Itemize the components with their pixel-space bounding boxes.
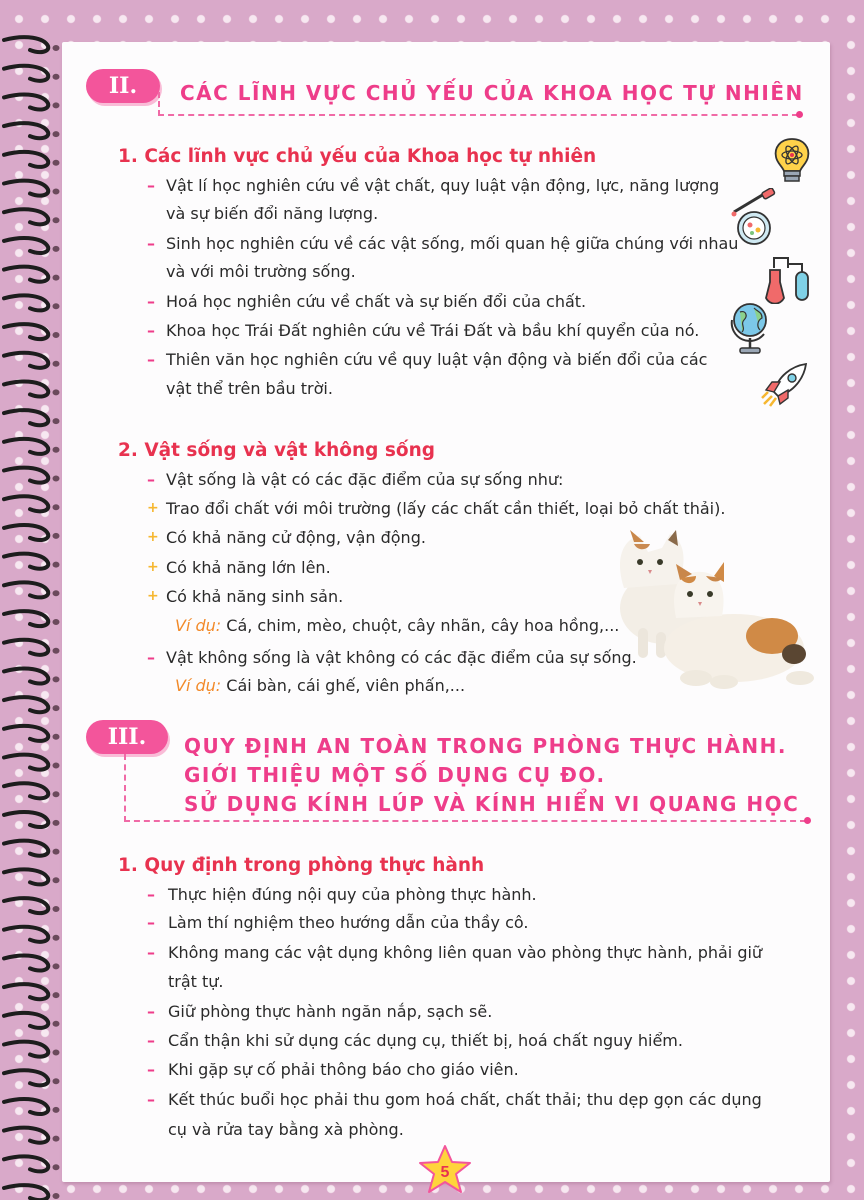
list-item: Kết thúc buổi học phải thu gom hoá chất, chất thải; thu dẹp gọn các dụng — [168, 1090, 762, 1109]
spiral-ring — [4, 869, 48, 884]
list-item: Giữ phòng thực hành ngăn nắp, sạch sẽ. — [168, 1002, 493, 1021]
rocket-icon — [758, 362, 810, 408]
binding-hole — [53, 906, 60, 912]
spiral-ring — [4, 439, 48, 454]
binding-hole — [53, 648, 60, 654]
bullet-dash: – — [147, 470, 155, 489]
binding-hole — [53, 849, 60, 855]
section-2-divider-h — [158, 114, 798, 116]
spiral-ring — [4, 37, 48, 52]
section-3-divider-h — [124, 820, 806, 822]
list-item: Cẩn thận khi sử dụng các dụng cụ, thiết bị, hoá chất nguy hiểm. — [168, 1031, 683, 1050]
spiral-ring — [4, 181, 48, 196]
binding-hole — [53, 504, 60, 510]
example-text: Cái bàn, cái ghế, viên phấn,... — [226, 676, 466, 695]
binding-hole — [53, 160, 60, 166]
section-3-title-line-2: GIỚI THIỆU MỘT SỐ DỤNG CỤ ĐO. — [184, 763, 606, 787]
spiral-ring — [4, 1070, 48, 1085]
binding-hole — [53, 791, 60, 797]
list-item-cont: trật tự. — [168, 972, 224, 991]
spiral-ring — [4, 984, 48, 999]
spiral-binding — [0, 0, 60, 1200]
binding-hole — [53, 217, 60, 223]
section-3-badge: III. — [86, 720, 168, 754]
bullet-dash: – — [147, 885, 155, 904]
binding-hole — [53, 131, 60, 137]
binding-hole — [53, 1136, 60, 1142]
spiral-ring — [4, 1128, 48, 1143]
binding-hole — [53, 74, 60, 80]
example-line — [175, 676, 465, 695]
bullet-plus: + — [147, 559, 159, 575]
list-item: Không mang các vật dụng không liên quan vào phòng thực hành, phải giữ — [168, 943, 763, 962]
cats-photo — [604, 528, 820, 708]
bullet-dash: – — [147, 350, 155, 369]
list-item-cont: và sự biến đổi năng lượng. — [166, 204, 379, 223]
bullet-dash: – — [147, 1002, 155, 1021]
binding-hole — [53, 102, 60, 108]
binding-hole — [53, 1164, 60, 1170]
binding-hole — [53, 619, 60, 625]
list-item: Vật sống là vật có các đặc điểm của sự sống như: — [166, 470, 564, 489]
spiral-ring — [4, 1099, 48, 1114]
list-item-cont: vật thể trên bầu trời. — [166, 379, 333, 398]
pipette-petri-dish-icon — [724, 188, 780, 248]
spiral-ring — [4, 697, 48, 712]
bullet-dash: – — [147, 1090, 155, 1109]
list-item: Có khả năng cử động, vận động. — [166, 528, 426, 547]
spiral-ring — [4, 669, 48, 684]
subheading-living-things: 2. Vật sống và vật không sống — [118, 440, 435, 461]
binding-hole — [53, 676, 60, 682]
binding-hole — [53, 418, 60, 424]
spiral-ring — [4, 382, 48, 397]
binding-hole — [53, 562, 60, 568]
example-line — [175, 616, 619, 635]
binding-hole — [53, 1078, 60, 1084]
section-2-divider-v — [158, 92, 160, 116]
binding-hole — [53, 705, 60, 711]
list-item-cont: cụ và rửa tay bằng xà phòng. — [168, 1120, 404, 1139]
spiral-ring — [4, 209, 48, 224]
section-3-title-line-3: SỬ DỤNG KÍNH LÚP VÀ KÍNH HIỂN VI QUANG HỌC — [184, 792, 800, 816]
binding-hole — [53, 1107, 60, 1113]
binding-hole — [53, 189, 60, 195]
divider-end-dot — [796, 111, 803, 118]
list-item: Thực hiện đúng nội quy của phòng thực hành. — [168, 885, 537, 904]
spiral-ring — [4, 1185, 48, 1200]
spiral-ring — [4, 783, 48, 798]
bullet-dash: – — [147, 913, 155, 932]
list-item: Khoa học Trái Đất nghiên cứu về Trái Đất và bầu khí quyển của nó. — [166, 321, 700, 340]
spiral-ring — [4, 726, 48, 741]
globe-icon — [728, 300, 772, 356]
binding-hole — [53, 246, 60, 252]
spiral-ring — [4, 152, 48, 167]
list-item: Sinh học nghiên cứu về các vật sống, mối quan hệ giữa chúng với nhau — [166, 234, 739, 253]
list-item: Vật lí học nghiên cứu về vật chất, quy luật vận động, lực, năng lượng — [166, 176, 720, 195]
binding-hole — [53, 447, 60, 453]
bullet-dash: – — [147, 943, 155, 962]
list-item: Khi gặp sự cố phải thông báo cho giáo viên. — [168, 1060, 519, 1079]
bullet-dash: – — [147, 648, 155, 667]
binding-hole — [53, 820, 60, 826]
spiral-ring — [4, 554, 48, 569]
binding-hole — [53, 1050, 60, 1056]
lightbulb-atom-icon — [770, 136, 814, 186]
bullet-dash: – — [147, 234, 155, 253]
binding-hole — [53, 992, 60, 998]
binding-hole — [53, 877, 60, 883]
spiral-ring — [4, 238, 48, 253]
example-text: Cá, chim, mèo, chuột, cây nhãn, cây hoa hồng,... — [226, 616, 620, 635]
spiral-ring — [4, 927, 48, 942]
section-2-badge: II. — [86, 69, 160, 103]
list-item: Làm thí nghiệm theo hướng dẫn của thầy cô. — [168, 913, 529, 932]
list-item: Có khả năng sinh sản. — [166, 587, 344, 606]
spiral-ring — [4, 640, 48, 655]
binding-hole — [53, 590, 60, 596]
spiral-ring — [4, 956, 48, 971]
spiral-ring — [4, 295, 48, 310]
spiral-ring — [4, 468, 48, 483]
binding-hole — [53, 533, 60, 539]
spiral-ring — [4, 611, 48, 626]
binding-hole — [53, 275, 60, 281]
spiral-ring — [4, 1156, 48, 1171]
binding-hole — [53, 1193, 60, 1199]
spiral-ring — [4, 755, 48, 770]
binding-hole — [53, 45, 60, 51]
spiral-ring — [4, 324, 48, 339]
bullet-plus: + — [147, 529, 159, 545]
subheading-fields: 1. Các lĩnh vực chủ yếu của Khoa học tự nhiên — [118, 146, 597, 167]
section-2-title: CÁC LĨNH VỰC CHỦ YẾU CỦA KHOA HỌC TỰ NHIÊN — [180, 81, 804, 105]
list-item: Trao đổi chất với môi trường (lấy các chất cần thiết, loại bỏ chất thải). — [166, 499, 726, 518]
binding-hole — [53, 935, 60, 941]
spiral-ring — [4, 898, 48, 913]
list-item-cont: và với môi trường sống. — [166, 262, 356, 281]
list-item: Hoá học nghiên cứu về chất và sự biến đổi của chất. — [166, 292, 587, 311]
binding-hole — [53, 476, 60, 482]
spiral-ring — [4, 410, 48, 425]
list-item: Có khả năng lớn lên. — [166, 558, 331, 577]
binding-hole — [53, 1021, 60, 1027]
spiral-ring — [4, 95, 48, 110]
binding-hole — [53, 734, 60, 740]
page-number-star — [418, 1144, 472, 1196]
binding-hole — [53, 361, 60, 367]
example-label: Ví dụ: — [175, 616, 222, 635]
bullet-dash: – — [147, 176, 155, 195]
spiral-ring — [4, 267, 48, 282]
list-item: Thiên văn học nghiên cứu về quy luật vận động và biến đổi của các — [166, 350, 708, 369]
bullet-dash: – — [147, 1031, 155, 1050]
spiral-ring — [4, 841, 48, 856]
spiral-ring — [4, 66, 48, 81]
binding-hole — [53, 389, 60, 395]
page-number: 5 — [440, 1164, 450, 1181]
test-tubes-icon — [760, 254, 816, 304]
example-label: Ví dụ: — [175, 676, 222, 695]
bullet-dash: – — [147, 1060, 155, 1079]
spiral-ring — [4, 812, 48, 827]
spiral-ring — [4, 496, 48, 511]
spiral-ring — [4, 123, 48, 138]
binding-hole — [53, 332, 60, 338]
spiral-ring — [4, 1042, 48, 1057]
binding-hole — [53, 303, 60, 309]
spiral-ring — [4, 525, 48, 540]
spiral-ring — [4, 353, 48, 368]
list-item: Vật không sống là vật không có các đặc điểm của sự sống. — [166, 648, 637, 667]
spiral-ring — [4, 582, 48, 597]
section-3-title-line-1: QUY ĐỊNH AN TOÀN TRONG PHÒNG THỰC HÀNH. — [184, 734, 787, 758]
binding-hole — [53, 963, 60, 969]
subheading-lab-rules: 1. Quy định trong phòng thực hành — [118, 855, 485, 876]
bullet-dash: – — [147, 292, 155, 311]
bullet-plus: + — [147, 500, 159, 516]
spiral-ring — [4, 1013, 48, 1028]
bullet-dash: – — [147, 321, 155, 340]
section-3-divider-v — [124, 754, 126, 822]
bullet-plus: + — [147, 588, 159, 604]
binding-hole — [53, 763, 60, 769]
divider-end-dot — [804, 817, 811, 824]
